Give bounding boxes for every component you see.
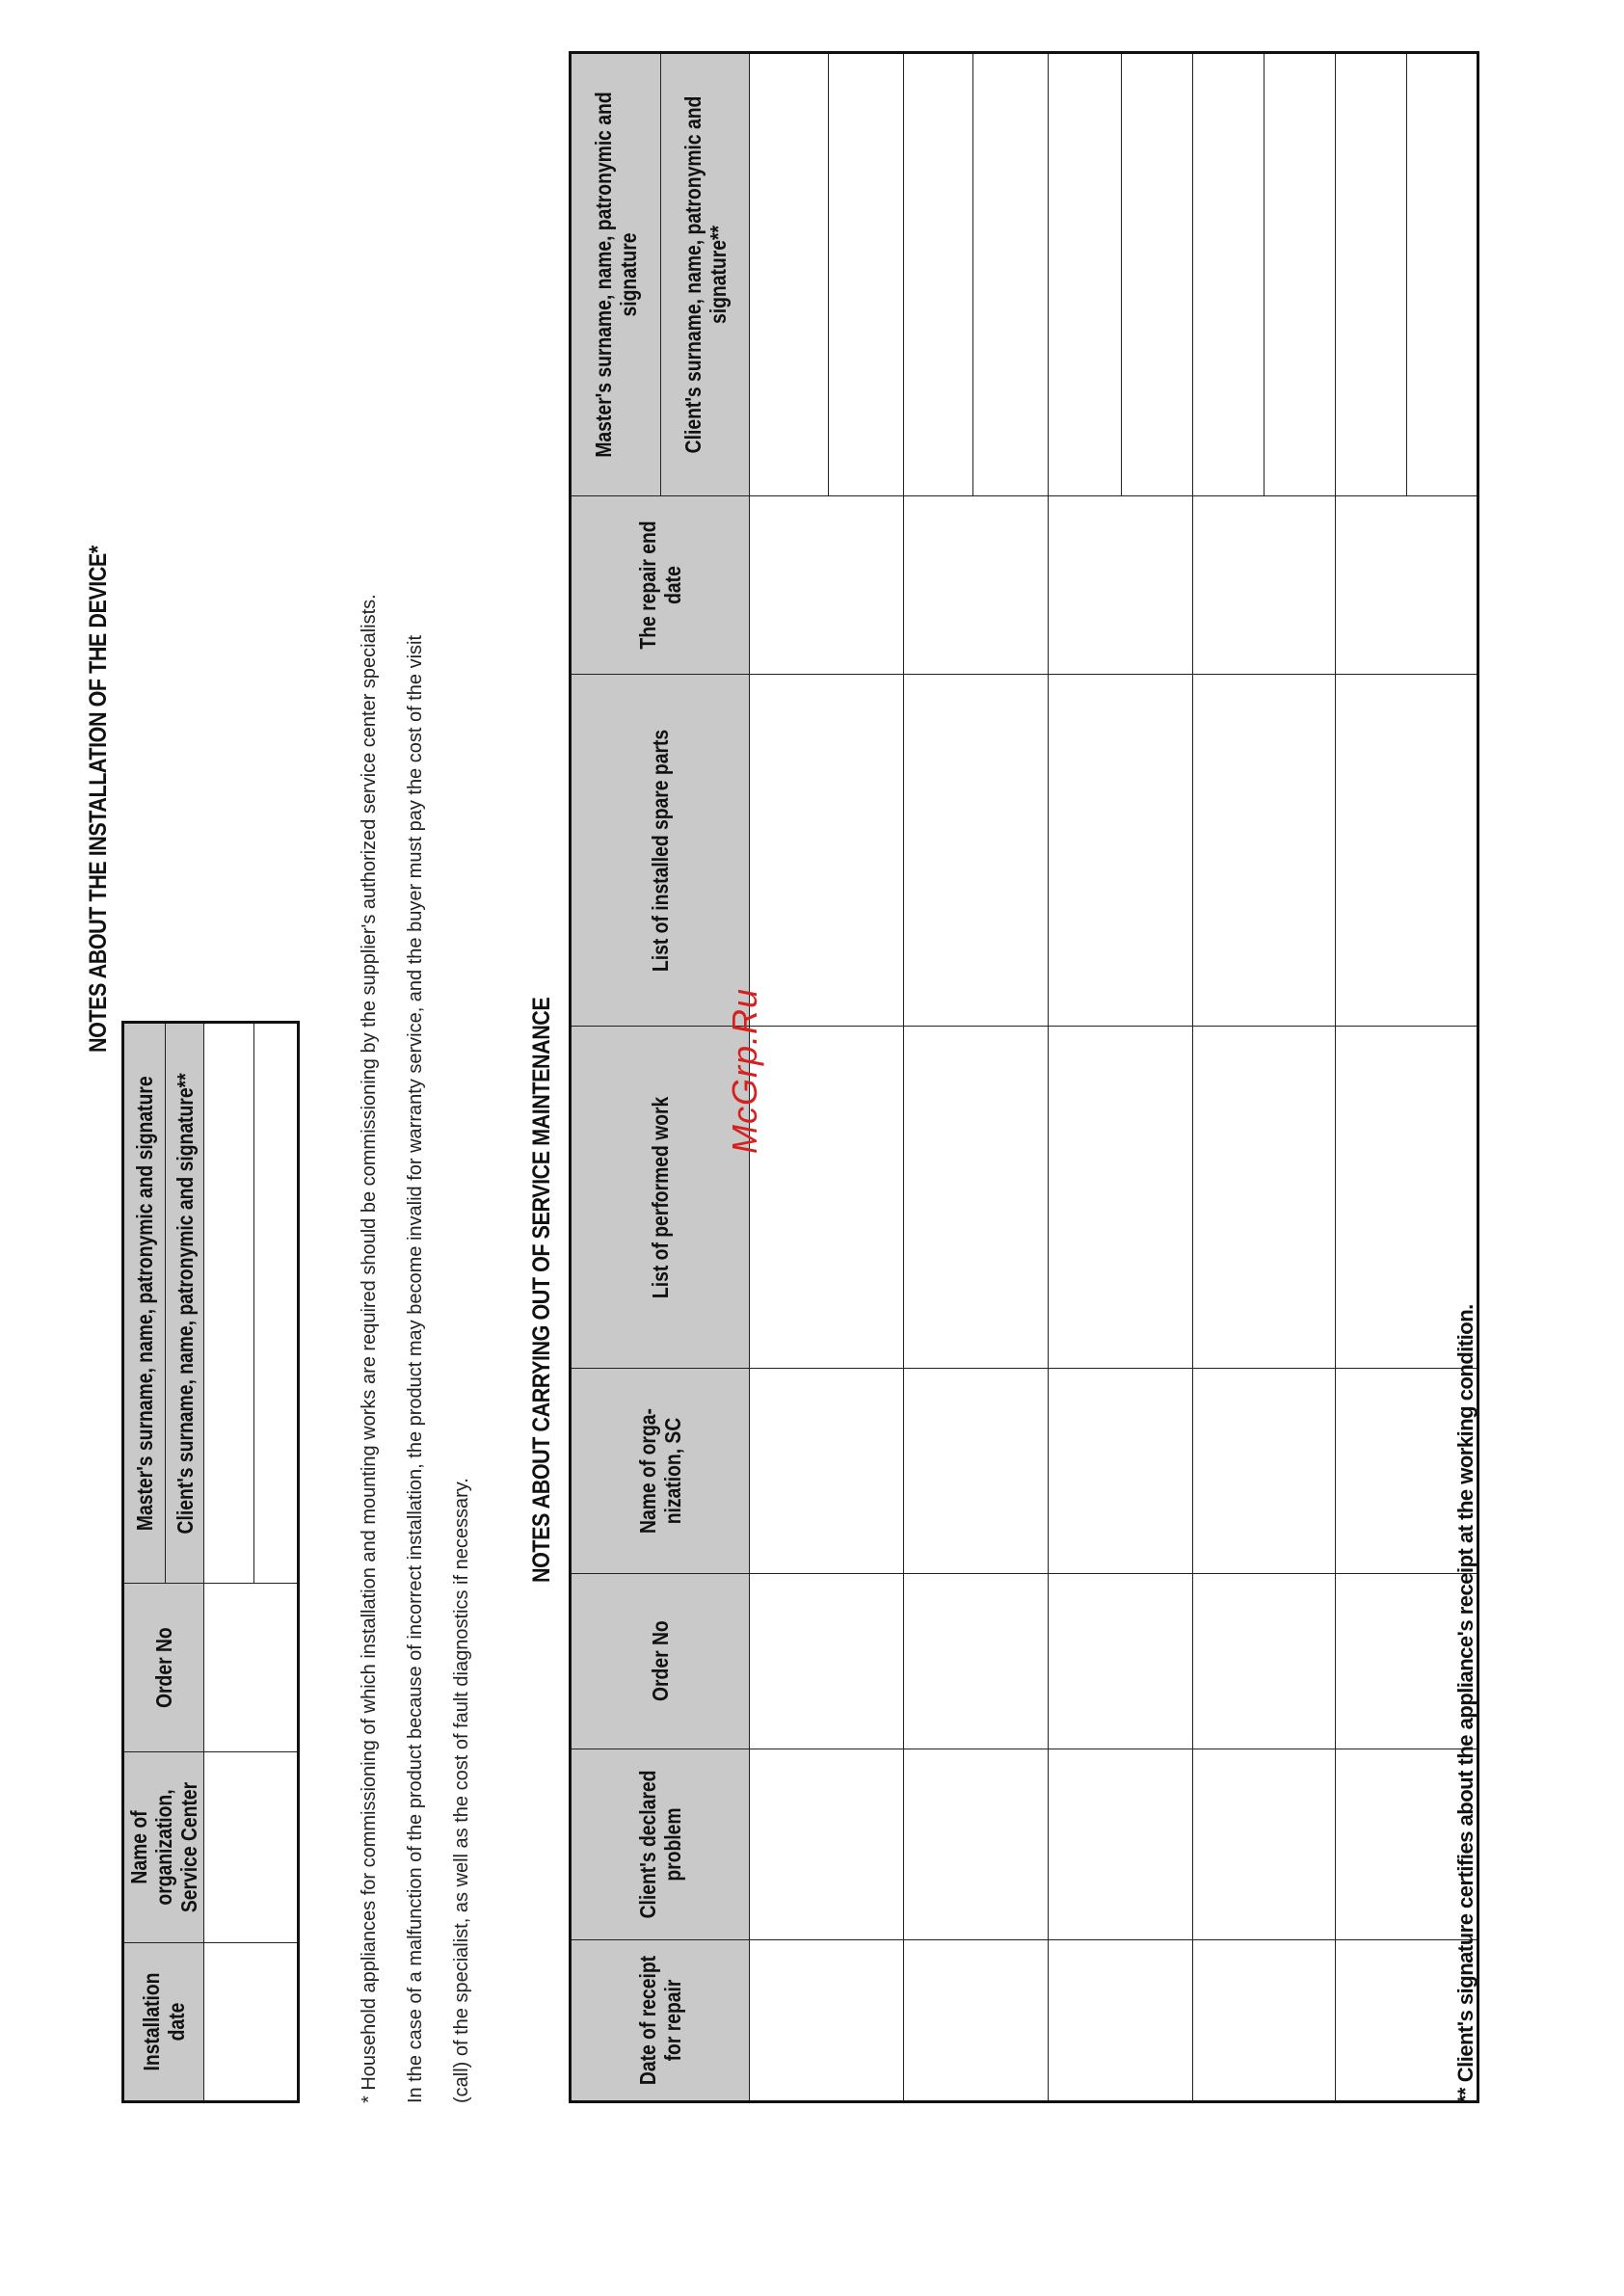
header-receipt-date: Date of receipt for repair: [571, 1940, 750, 2102]
installation-table: [121, 1021, 300, 2103]
master-signature-cell[interactable]: [750, 53, 829, 496]
header-master: Master's surname, name, patronymic and signature: [571, 53, 661, 496]
master-signature-cell[interactable]: [904, 53, 973, 496]
service-row: [1336, 53, 1407, 2102]
client-signature-cell[interactable]: [1407, 53, 1478, 496]
header-declared-problem: Client's declared problem: [571, 1749, 750, 1940]
client-signature-cell[interactable]: [829, 53, 904, 496]
service-title: NOTES ABOUT CARRYING OUT OF SERVICE MAINTENANCE: [528, 997, 555, 1583]
service-row: [1193, 53, 1265, 2102]
master-signature-cell[interactable]: [204, 1023, 254, 1584]
header-installation-date: Installation date: [123, 1943, 204, 2102]
installation-title: NOTES ABOUT THE INSTALLATION OF THE DEVICE*: [85, 546, 112, 1053]
service-row: [904, 53, 973, 2102]
order-no-cell[interactable]: [204, 1584, 299, 1752]
client-signature-cell[interactable]: [254, 1023, 299, 1584]
watermark: McGrp.Ru: [725, 987, 764, 1154]
footnote-client-signature: ** Client's signature certifies about the appliance's receipt at the working condition.: [1453, 1304, 1478, 2103]
header-order-no: Order No: [571, 1574, 750, 1749]
header-order-no: Order No: [123, 1584, 204, 1752]
organization-cell[interactable]: [204, 1752, 299, 1943]
service-row: [1049, 53, 1122, 2102]
client-signature-cell[interactable]: [1122, 53, 1193, 496]
note-line-1: * Household appliances for commissioning of which installation and mounting works are required should be commissioning by the supplier's authorized service center specialists.: [359, 594, 380, 2103]
client-signature-cell[interactable]: [1265, 53, 1336, 496]
header-client: Client's surname, name, patronymic and signature**: [661, 53, 750, 496]
installation-date-cell[interactable]: [204, 1943, 299, 2102]
master-signature-cell[interactable]: [1336, 53, 1407, 496]
header-performed-work: List of performed work: [571, 1027, 750, 1369]
header-repair-end: The repair end date: [571, 496, 750, 675]
note-line-2: In the case of a malfunction of the product because of incorrect installation, the product may become invalid for warranty service, and the buyer must pay the cost of the visit: [405, 634, 426, 2103]
note-line-3: (call) of the specialist, as well as the cost of fault diagnostics if necessary.: [451, 1478, 472, 2103]
client-signature-cell[interactable]: [973, 53, 1049, 496]
header-organization: Name of organization, Service Center: [123, 1752, 204, 1943]
master-signature-cell[interactable]: [1193, 53, 1265, 496]
header-organization: Name of orga-nization, SC: [571, 1369, 750, 1574]
header-master: Master's surname, name, patronymic and signature: [123, 1023, 166, 1584]
header-spare-parts: List of installed spare parts: [571, 675, 750, 1027]
service-table: [569, 51, 1479, 2103]
header-client: Client's surname, name, patronymic and signature**: [166, 1023, 204, 1584]
master-signature-cell[interactable]: [1049, 53, 1122, 496]
